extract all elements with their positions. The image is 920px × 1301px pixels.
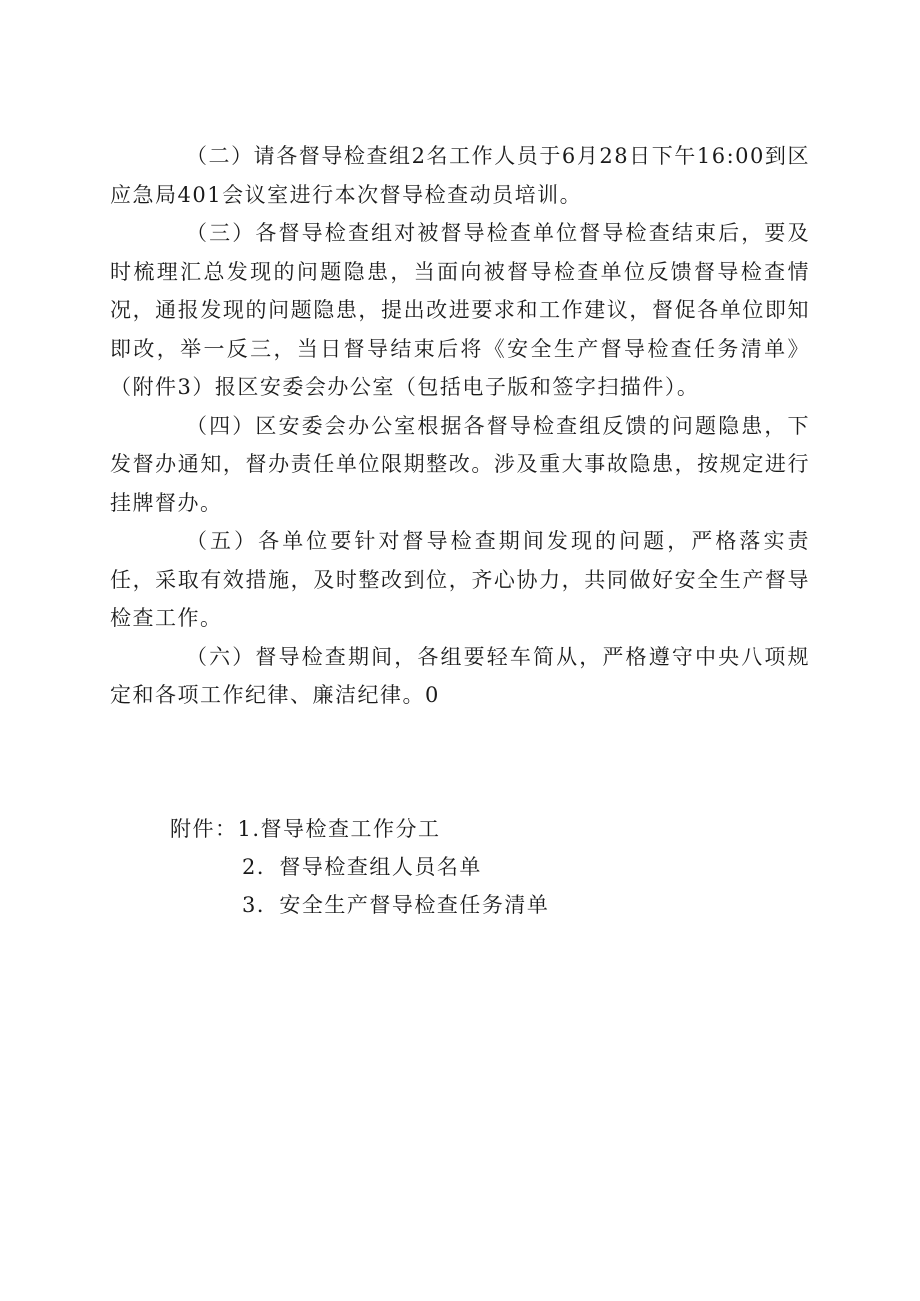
- attachment-item-2: 2．督导检查组人员名单: [242, 855, 482, 879]
- attachment-item-3: 3．安全生产督导检查任务清单: [242, 893, 550, 917]
- attachments-list: [170, 810, 790, 924]
- attachment-item-1: 附件：1.督导检查工作分工: [170, 817, 441, 841]
- paragraph-3: （三）各督导检查组对被督导检查单位督导检查结束后，要及时梳理汇总发现的问题隐患，当面向被督导检查单位反馈督导检查情况，通报发现的问题隐患，提出改进要求和工作建议，督促各单位即知即改，举一反三，当日督导结束后将《安全生产督导检查任务清单》（附件3）报区安委会办公室（包括电子版和签字扫描件）。: [110, 221, 810, 399]
- document-body: [110, 137, 810, 715]
- paragraph-4: （四）区安委会办公室根据各督导检查组反馈的问题隐患，下发督办通知，督办责任单位限期整改。涉及重大事故隐患，按规定进行挂牌督办。: [110, 413, 810, 515]
- paragraph-2: （二）请各督导检查组2名工作人员于6月28日下午16:00到区应急局401会议室进行本次督导检查动员培训。: [110, 144, 810, 207]
- paragraph-5: （五）各单位要针对督导检查期间发现的问题，严格落实责任，采取有效措施，及时整改到位，齐心协力，共同做好安全生产督导检查工作。: [110, 529, 810, 630]
- paragraph-6: （六）督导检查期间，各组要轻车简从，严格遵守中央八项规定和各项工作纪律、廉洁纪律。0: [110, 644, 810, 707]
